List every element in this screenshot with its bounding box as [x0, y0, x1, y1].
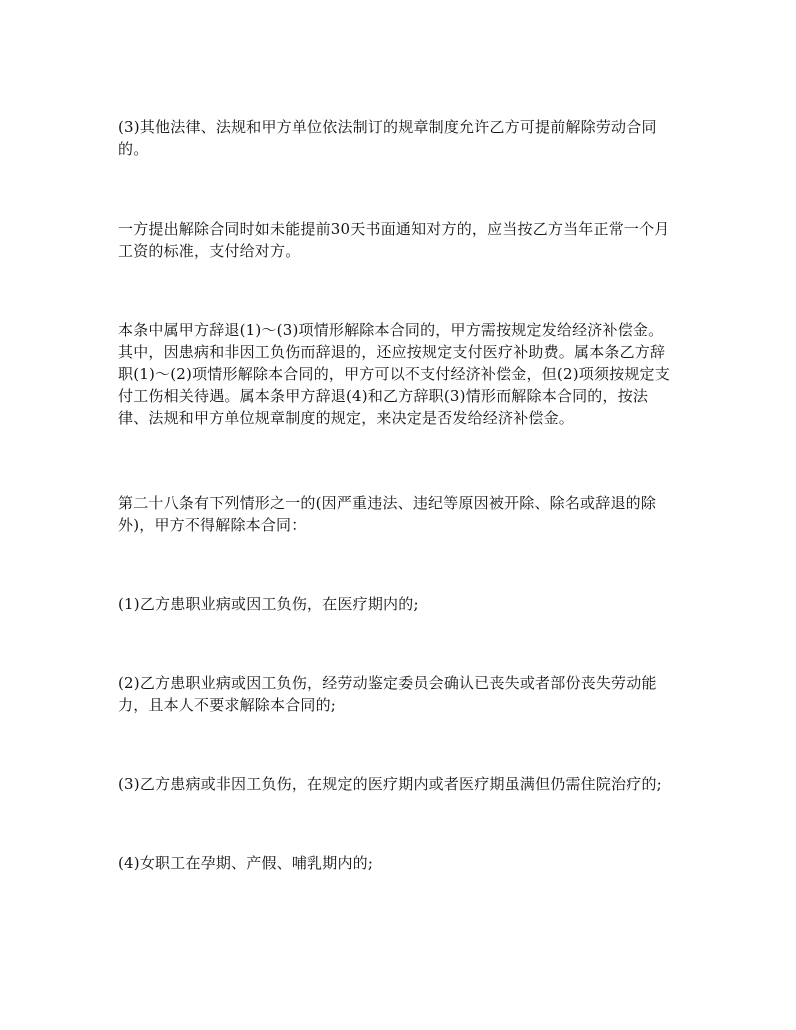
paragraph-notice-compensation: 一方提出解除合同时如未能提前30天书面通知对方的，应当按乙方当年正常一个月工资的标准，支付给对方。	[118, 220, 670, 260]
paragraph-clause-3-other-laws: (3)其他法律、法规和甲方单位依法制订的规章制度允许乙方可提前解除劳动合同的。	[118, 118, 657, 158]
paragraph-economic-compensation: 本条中属甲方辞退(1)～(3)项情形解除本合同的，甲方需按规定发给经济补偿金。其中，因患病和非因工负伤而辞退的，还应按规定支付医疗补助费。属本条乙方辞职(1)～(2)项情形解除本合同的，甲方可以不支付经济补偿金，但(2)项须按规定支付工伤相关待遇。属本条甲方辞退(4)和乙方辞职(3)情形而解除本合同的，按法律、法规和甲方单位规章制度的规定，来决定是否发给经济补偿金。	[118, 321, 670, 427]
paragraph-item-1: (1)乙方患职业病或因工负伤，在医疗期内的;	[118, 595, 419, 613]
paragraph-item-3: (3)乙方患病或非因工负伤，在规定的医疗期内或者医疗期虽满但仍需住院治疗的;	[118, 775, 662, 793]
paragraph-item-4: (4)女职工在孕期、产假、哺乳期内的;	[118, 854, 374, 872]
paragraph-item-2: (2)乙方患职业病或因工负伤，经劳动鉴定委员会确认已丧失或者部份丧失劳动能力，且本人不要求解除本合同的;	[118, 674, 657, 714]
paragraph-article-28: 第二十八条有下列情形之一的(因严重违法、违纪等原因被开除、除名或辞退的除外)，甲方不得解除本合同：	[118, 494, 657, 534]
